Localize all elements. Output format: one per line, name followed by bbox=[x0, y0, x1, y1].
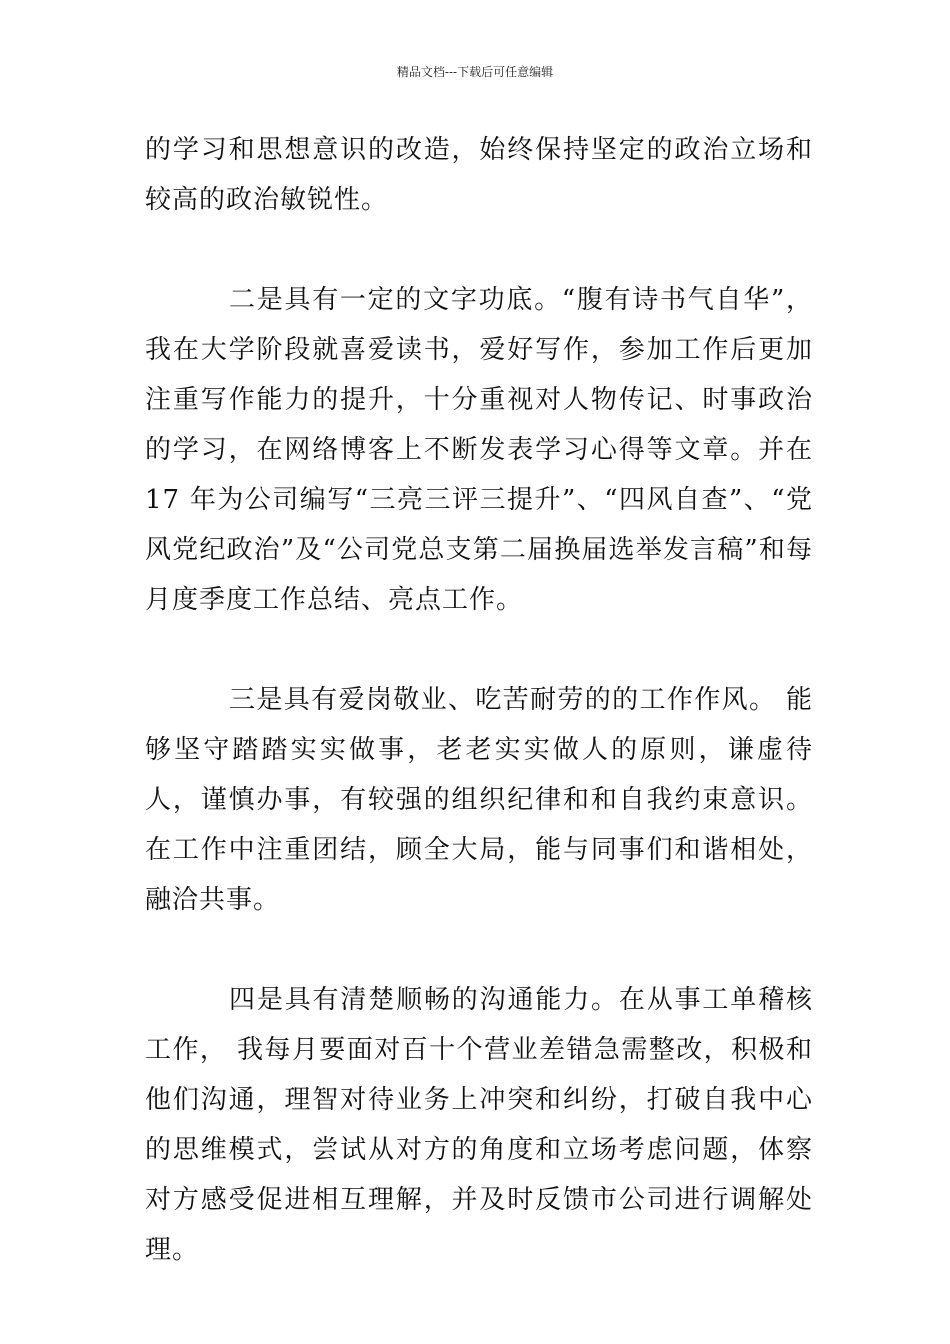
paragraph-work-ethic: 三是具有爱岗敬业、吃苦耐劳的的工作作风。 能够坚守踏踏实实做事，老老实实做人的原则，谦虚待人，谨慎办事，有较强的组织纪律和和自我约束意识。在工作中注重团结，顾全大局，能与同事们和谐相处，融洽共事。 bbox=[145, 685, 813, 915]
document-body bbox=[145, 125, 813, 1275]
page-header: 精品文档---下载后可任意编辑 bbox=[396, 65, 554, 79]
paragraph-writing-skill: 二是具有一定的文字功底。“腹有诗书气自华”，我在大学阶段就喜爱读书，爱好写作，参加工作后更加注重写作能力的提升，十分重视对人物传记、时事政治的学习，在网络博客上不断发表学习心得等文章。并在 17 年为公司编写“三亮三评三提升”、“四风自查”、“党风党纪政治”及“公司党总支第二届换届选举发言稿”和每月度季度工作总结、亮点工作。 bbox=[145, 285, 813, 615]
paragraph-communication: 四是具有清楚顺畅的沟通能力。在从事工单稽核工作， 我每月要面对百十个营业差错急需整改，积极和他们沟通，理智对待业务上冲突和纠纷，打破自我中心的思维模式，尝试从对方的角度和立场考虑问题，体察对方感受促进相互理解，并及时反馈市公司进行调解处理。 bbox=[145, 985, 813, 1265]
paragraph-continuation: 的学习和思想意识的改造，始终保持坚定的政治立场和较高的政治敏锐性。 bbox=[145, 135, 813, 215]
